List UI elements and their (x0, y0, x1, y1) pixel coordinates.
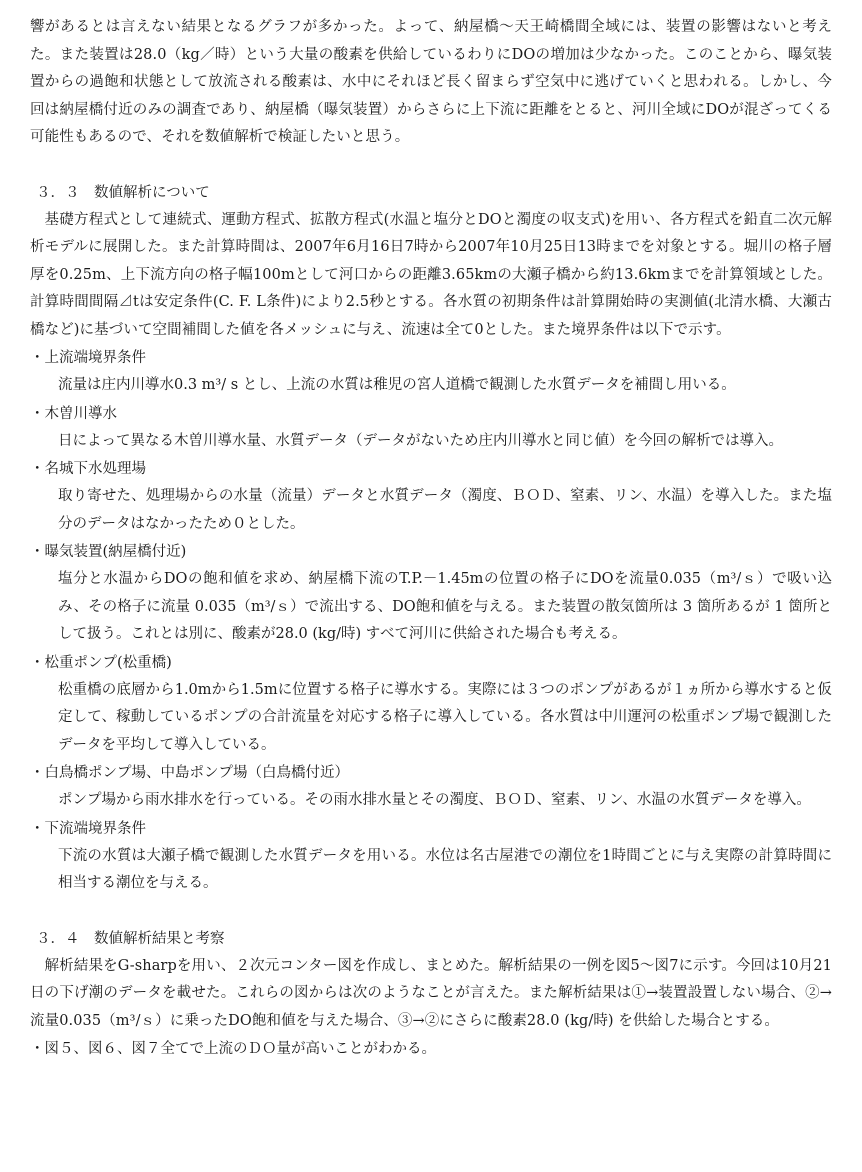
section-heading: ３．４ 数値解析結果と考察 (36, 930, 225, 947)
condition-text: 日によって異なる木曽川導水量、水質データ（データがないため庄内川導水と同じ値）を今回の解析では導入。 (58, 432, 783, 449)
condition-item (30, 344, 832, 400)
condition-heading: ・上流端境界条件 (30, 350, 146, 366)
section-body: 基礎方程式として連続式、運動方程式、拡散方程式(水温と塩分とDOと濁度の収支式)を用い、各方程式を鉛直二次元解析モデルに展開した。また計算時間は、2007年6月16日7時から2007年10月25日13時までを対象とする。堀川の格子層厚を0.25m、上下流方向の格子幅100mとして河口からの距離3.65kmの大瀬子橋から約13.6kmまでを計算領域とした。計算時間間隔⊿tは安定条件(C. F. L条件)により2.5秒とする。各水質の初期条件は計算開始時の実測値(北清水橋、大瀬古橋など)に基づいて空間補間した値を各メッシュに与え、流速は全て0とした。また境界条件は以下で示す。 (30, 211, 832, 338)
condition-item (30, 455, 832, 538)
condition-text: 塩分と水温からDOの飽和値を求め、納屋橋下流のT.P.－1.45mの位置の格子にDOを流量0.035（m³/ｓ）で吸い込み、その格子に流量 0.035（m³/ｓ）で流出する、DO飽和値を与える。また装置の散気箇所は 3 箇所あるが 1 箇所として扱う。これとは別に、酸素が28.0 (kg/時) すべて河川に供給された場合も考える。 (58, 571, 832, 642)
condition-item (30, 538, 832, 649)
condition-heading: ・下流端境界条件 (30, 820, 146, 837)
condition-item (30, 815, 832, 898)
condition-text: 下流の水質は大瀬子橋で観測した水質データを用いる。水位は名古屋港での潮位を1時間ごとに与え実際の計算時間に相当する潮位を与える。 (58, 847, 832, 891)
section-body: 解析結果をG-sharpを用い、２次元コンター図を作成し、まとめた。解析結果の一例を図5～図7に示す。今回は10月21日の下げ潮のデータを載せた。これらの図からは次のようなことが言えた。また解析結果は①→装置設置しない場合、②→流量0.035（m³/ｓ）に乗ったDO飽和値を与えた場合、③→②にさらに酸素28.0 (kg/時) を供給した場合とする。 (30, 957, 832, 1029)
result-bullet: ・図５、図６、図７全てで上流のＤＯ量が高いことがわかる。 (30, 1041, 436, 1057)
condition-heading: ・名城下水処理場 (30, 461, 146, 477)
condition-item (30, 759, 832, 815)
condition-heading: ・曝気装置(納屋橋付近) (30, 544, 187, 560)
section-3-3 (30, 179, 832, 898)
spacer (30, 898, 832, 925)
condition-heading: ・白鳥橋ポンプ場、中島ポンプ場（白鳥橋付近） (30, 765, 349, 781)
condition-text: 取り寄せた、処理場からの水量（流量）データと水質データ（濁度、ＢＯＤ、窒素、リン、水温）を導入した。また塩分のデータはなかったため０とした。 (58, 488, 832, 532)
spacer (30, 152, 832, 179)
section-heading: ３．３ 数値解析について (36, 184, 210, 201)
condition-text: ポンプ場から雨水排水を行っている。その雨水排水量とその濁度、ＢＯＤ、窒素、リン、水温の水質データを導入。 (58, 792, 811, 808)
condition-text: 松重橋の底層から1.0mから1.5mに位置する格子に導水する。実際には３つのポンプがあるが１ヵ所から導水すると仮定して、稼動しているポンプの合計流量を対応する格子に導入している。各水質は中川運河の松重ポンプ場で観測したデータを平均して導入している。 (58, 681, 832, 753)
condition-heading: ・松重ポンプ(松重橋) (30, 654, 172, 671)
condition-text: 流量は庄内川導水0.3 m³/ s とし、上流の水質は稚児の宮人道橋で観測した水質データを補間し用いる。 (58, 377, 736, 393)
condition-item (30, 649, 832, 760)
condition-item (30, 400, 832, 456)
condition-heading: ・木曽川導水 (30, 405, 117, 422)
section-3-4 (30, 925, 832, 1064)
intro-paragraph: 響があるとは言えない結果となるグラフが多かった。よって、納屋橋～天王崎橋間全域には、装置の影響はないと考えた。また装置は28.0（kg／時）という大量の酸素を供給しているわりにDOの増加は少なかった。このことから、曝気装置からの過飽和状態として放流される酸素は、水中にそれほど長く留まらず空気中に逃げていくと思われる。しかし、今回は納屋橋付近のみの調査であり、納屋橋（曝気装置）からさらに上下流に距離をとると、河川全域にDOが混ざってくる可能性もあるので、それを数値解析で検証したいと思う。 (30, 19, 832, 145)
